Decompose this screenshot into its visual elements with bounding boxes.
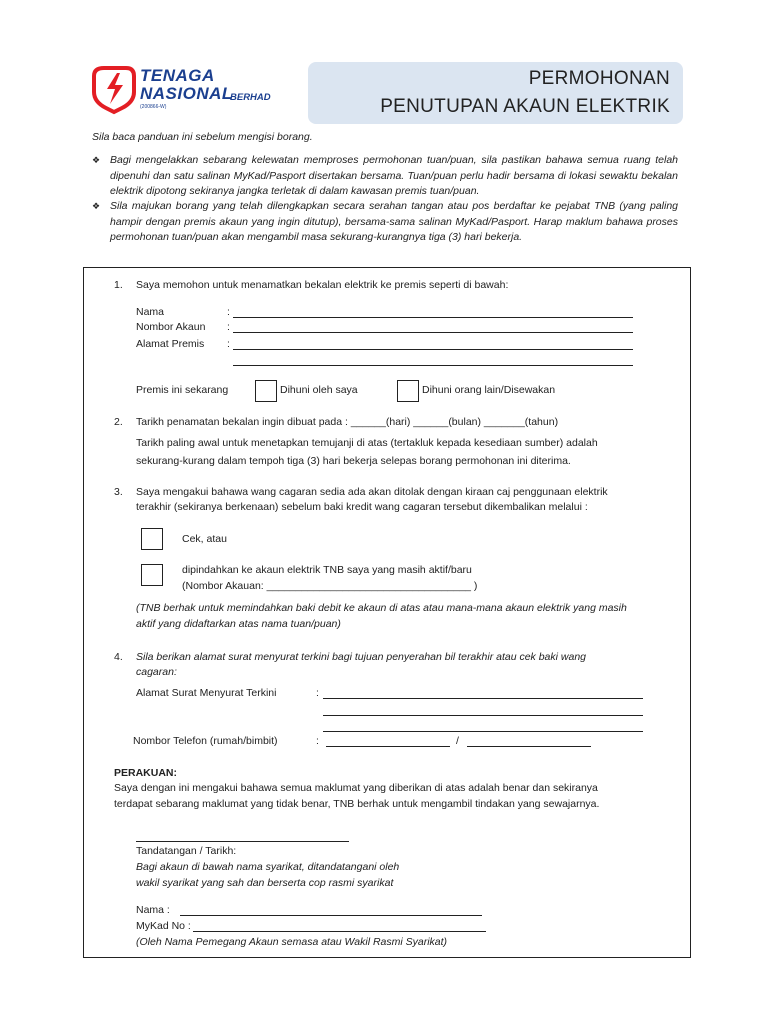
- perakuan-text-1: Saya dengan ini mengakui bahawa semua maklumat yang diberikan di atas adalah benar dan sekiranya: [114, 782, 598, 794]
- logo-reg-no: (200866-W): [140, 104, 167, 110]
- section-2-number: 2.: [114, 416, 123, 428]
- nombor-akaun-colon: :: [227, 321, 230, 333]
- section-3-text-1: Saya mengakui bahawa wang cagaran sedia ada akan ditolak dengan kiraan caj penggunaan elektrik: [136, 486, 608, 498]
- bullet-text: Bagi mengelakkan sebarang kelewatan memproses permohonan tuan/puan, sila pastikan bahawa semua ruang telah dipenuhi dan satu salinan MyKad/Pasport disertakan bersama. Tuan/puan perlu hadir bersama di lokasi sewaktu bekalan elektrik dipotong sekiranya jangka terletak di dalam kawasan premis tuan/puan.: [110, 154, 678, 197]
- alamat-premis-label: Alamat Premis: [136, 338, 205, 350]
- alamat-premis-field-2[interactable]: [233, 365, 633, 366]
- pindah-akaun-checkbox[interactable]: [141, 564, 163, 586]
- logo-name-line1: TENAGA: [140, 66, 215, 85]
- signature-label: Tandatangan / Tarikh:: [136, 845, 237, 857]
- alamat-surat-label: Alamat Surat Menyurat Terkini: [136, 687, 277, 699]
- dihuni-oleh-saya-label: Dihuni oleh saya: [280, 384, 358, 396]
- premis-status-label: Premis ini sekarang: [136, 384, 229, 396]
- section-4-text-2: cagaran:: [136, 666, 177, 678]
- perakuan-text-2: terdapat sebarang maklumat yang tidak benar, TNB berhak untuk mengambil tindakan yang sewajarnya.: [114, 798, 600, 810]
- alamat-premis-field-1[interactable]: [233, 349, 633, 350]
- guidance-bullet-2: [92, 199, 678, 246]
- nama-label: Nama: [136, 306, 165, 318]
- signature-footer: (Oleh Nama Pemegang Akaun semasa atau Wakil Rasmi Syarikat): [136, 936, 448, 948]
- alamat-surat-field-1[interactable]: [323, 698, 643, 699]
- nama-colon: :: [227, 306, 230, 318]
- diamond-bullet-icon: ❖: [92, 155, 101, 165]
- alamat-premis-colon: :: [227, 338, 230, 350]
- section-3-text-2: terakhir (sekiranya berkenaan) sebelum baki kredit wang cagaran tersebut dikembalikan melalui :: [136, 501, 588, 513]
- section-2-note-2: sekurang-kurang dalam tempoh tiga (3) hari bekerja selepas borang permohonan ini diterima.: [136, 455, 571, 467]
- dihuni-orang-lain-checkbox[interactable]: [397, 380, 419, 402]
- form-title-line2: PENUTUPAN AKAUN ELEKTRIK: [380, 96, 670, 117]
- telefon-slash: /: [456, 735, 459, 747]
- telefon-bimbit-field[interactable]: [467, 746, 591, 747]
- sign-nama-label: Nama :: [136, 904, 170, 916]
- logo-name-line2: NASIONAL: [140, 84, 233, 103]
- signature-note-2: wakil syarikat yang sah dan berserta cop rasmi syarikat: [136, 877, 394, 889]
- dihuni-orang-lain-label: Dihuni orang lain/Disewakan: [422, 384, 556, 396]
- section-1-text: Saya memohon untuk menamatkan bekalan elektrik ke premis seperti di bawah:: [136, 279, 509, 291]
- sign-mykad-label: MyKad No :: [136, 920, 191, 932]
- telefon-rumah-field[interactable]: [326, 746, 450, 747]
- nama-field[interactable]: [233, 317, 633, 318]
- section-2-note-1: Tarikh paling awal untuk menetapkan temujanji di atas (tertakluk kepada kesediaan sumber) adalah: [136, 437, 598, 449]
- cek-checkbox[interactable]: [141, 528, 163, 550]
- signature-field[interactable]: [136, 841, 349, 842]
- dihuni-oleh-saya-checkbox[interactable]: [255, 380, 277, 402]
- nombor-akaun-label: Nombor Akaun: [136, 321, 206, 333]
- section-4-number: 4.: [114, 651, 123, 663]
- sign-mykad-field[interactable]: [193, 931, 486, 932]
- alamat-surat-colon: :: [316, 687, 319, 699]
- logo-berhad: BERHAD: [230, 92, 271, 103]
- nombor-akaun-baru-field[interactable]: (Nombor Akauan: ___________________________________ ): [182, 580, 478, 592]
- section-1-number: 1.: [114, 279, 123, 291]
- form-title-line1: PERMOHONAN: [528, 68, 670, 89]
- pindah-akaun-label: dipindahkan ke akaun elektrik TNB saya yang masih aktif/baru: [182, 564, 472, 576]
- bullet-text: Sila majukan borang yang telah dilengkapkan secara serahan tangan atau pos berdaftar ke pejabat TNB (yang paling hampir dengan premis akaun yang ingin ditutup), bersama-sama salinan MyKad/Pasport. Harap maklum bahawa proses permohonan tuan/puan akan mengambil masa sekurang-kurangnya tiga (3) hari bekerja.: [110, 200, 678, 243]
- signature-note-1: Bagi akaun di bawah nama syarikat, ditandatangani oleh: [136, 861, 400, 873]
- alamat-surat-field-3[interactable]: [323, 731, 643, 732]
- section-3-note-1: (TNB berhak untuk memindahkan baki debit ke akaun di atas atau mana-mana akaun elektrik yang masih: [136, 602, 627, 614]
- section-3-number: 3.: [114, 486, 123, 498]
- perakuan-heading: PERAKUAN:: [114, 767, 177, 779]
- section-2-text: Tarikh penamatan bekalan ingin dibuat pada : ______(hari) ______(bulan) _______(tahun): [136, 416, 559, 428]
- telefon-label: Nombor Telefon (rumah/bimbit): [133, 735, 278, 747]
- tnb-emblem-icon: [94, 68, 134, 112]
- alamat-surat-field-2[interactable]: [323, 715, 643, 716]
- intro-text: Sila baca panduan ini sebelum mengisi borang.: [92, 131, 313, 143]
- section-3-note-2: aktif yang didaftarkan atas nama tuan/puan): [136, 618, 341, 630]
- sign-nama-field[interactable]: [180, 915, 482, 916]
- guidance-bullet-1: [92, 153, 678, 200]
- section-4-text-1: Sila berikan alamat surat menyurat terkini bagi tujuan penyerahan bil terakhir atau cek baki wang: [136, 651, 587, 663]
- telefon-colon: :: [316, 735, 319, 747]
- nombor-akaun-field[interactable]: [233, 332, 633, 333]
- diamond-bullet-icon: ❖: [92, 201, 101, 211]
- cek-label: Cek, atau: [182, 533, 227, 545]
